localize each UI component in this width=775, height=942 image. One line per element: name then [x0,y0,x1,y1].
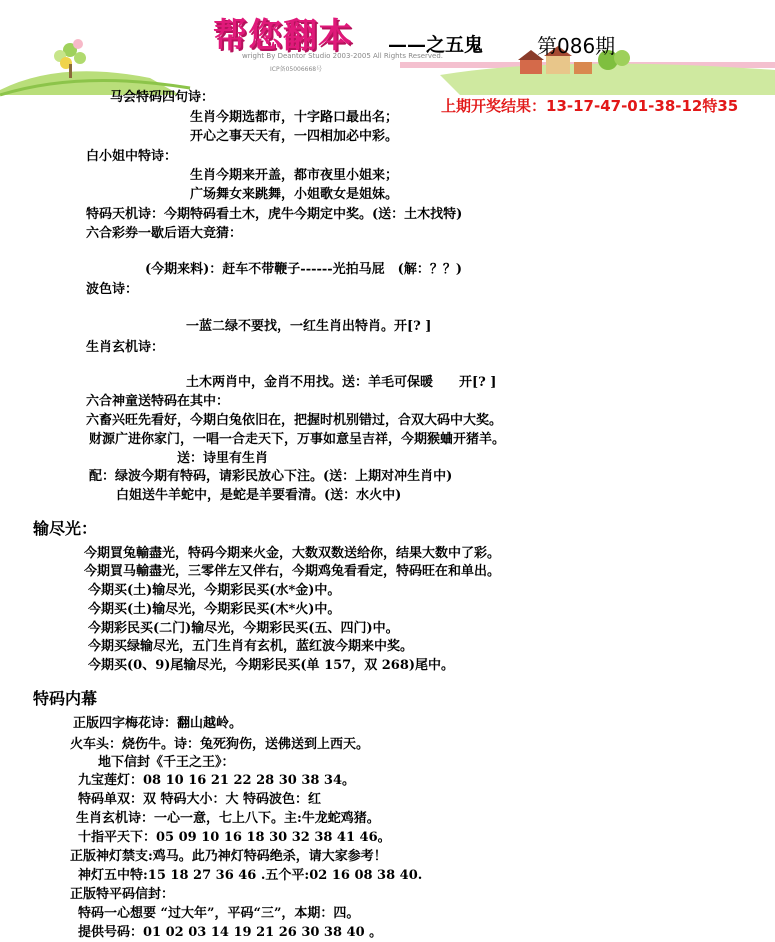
text-line: 波色诗： [86,282,139,297]
text-line: 特码天机诗：今期特码看土木，虎牛今期定中奖。(送：土木找特) [86,207,463,222]
text-line: 广场舞女来跳舞，小姐歌女是姐妹。 [190,187,399,202]
copyright-line: wright By Deantor Studio 2003-2005 All Rights Reserved. [242,52,444,60]
text-line: 生肖玄机诗：一心一意，七上八下。主:牛龙蛇鸡猪。 [76,811,380,826]
issue-number: 第086期 [537,34,616,58]
text-line: 特码单双：双 特码大小：大 特码波色：红 [78,792,322,807]
logo-subtitle: ——之五鬼 [388,34,484,56]
text-line: 白小姐中特诗： [86,149,178,164]
text-line: 今期彩民买(二门)输尽光，今期彩民买(五、四门)中。 [88,621,399,636]
text-line: 生肖今期来开盖，都市夜里小姐来； [190,168,399,183]
text-line: 今期买(0、9)尾输尽光，今期彩民买(单 157，双 268)尾中。 [88,658,455,673]
text-line: 地下信封《千王之王》： [98,755,235,770]
text-line: 一蓝二绿不要找，一红生肖出特肖。开[? ] [186,319,432,334]
text-line: 生肖玄机诗： [86,340,165,355]
text-line: 提供号码：01 02 03 14 19 21 26 30 38 40 。 [78,925,383,940]
text-line: 神灯五中特:15 18 27 36 46 .五个平:02 16 08 38 40. [78,868,423,883]
text-line: 白姐送牛羊蛇中，是蛇是羊要看清。(送：水火中) [116,488,402,503]
text-line: 今期買马輸盡光，三零伴左又伴右，今期鸡兔看看定，特码旺在和单出。 [84,564,501,579]
last-results: 上期开奖结果：13-17-47-01-38-12特35 [441,97,739,115]
text-line: 开心之事天天有，一四相加必中彩。 [190,129,399,144]
icp-line: ICP备05006668号 [270,66,323,73]
text-line: 送：诗里有生肖 [177,451,269,466]
section-title-inside: 特码内幕 [33,689,98,708]
text-line: 今期買兔輸盡光，特码今期来火金，大数双数送给你，结果大数中了彩。 [84,546,501,561]
text-line: 土木两肖中，金肖不用找。送：羊毛可保暖 开[? ] [186,375,497,390]
text-line: 马会特码四句诗： [110,90,215,105]
logo-title: 帮您翻本 [213,16,353,56]
section-title-lose: 输尽光： [33,519,98,538]
text-line: 火车头：烧伤牛。诗：兔死狗伤，送佛送到上西天。 [70,737,370,752]
text-line: 生肖今期选都市，十字路口最出名； [190,110,399,125]
text-line: 六合神童送特码在其中： [86,394,230,409]
text-line: 今期买(土)输尽光，今期彩民买(水*金)中。 [88,583,341,598]
text-line: 配：绿波今期有特码，请彩民放心下注。(送：上期对冲生肖中) [89,469,453,484]
text-line: 六合彩券一歇后语大竞猜： [86,226,243,241]
text-line: 今期买绿输尽光，五门生肖有玄机，蓝红波今期来中奖。 [88,639,414,654]
text-line: 九宝莲灯：08 10 16 21 22 28 30 38 34。 [78,773,356,788]
text-line: (今期来料)：赶车不带鞭子------光拍马屁 (解：？？) [145,262,462,277]
text-line: 财源广进你家门，一唱一合走天下，万事如意呈吉祥，今期猴蛐开猪羊。 [89,432,506,447]
text-line: 十指平天下：05 09 10 16 18 30 32 38 41 46。 [78,830,391,845]
text-line: 特码一心想要 “过大年”，平码“三”，本期：四。 [78,906,360,921]
text-line: 六畜兴旺先看好，今期白兔依旧在，把握时机别错过，合双大码中大奖。 [86,413,503,428]
text-line: 正版神灯禁支:鸡马。此乃神灯特码绝杀，请大家参考！ [70,849,387,864]
text-line: 正版特平码信封： [70,887,175,902]
text-line: 正版四字梅花诗：翻山越岭。 [73,716,243,731]
text-line: 今期买(土)输尽光，今期彩民买(木*火)中。 [88,602,341,617]
